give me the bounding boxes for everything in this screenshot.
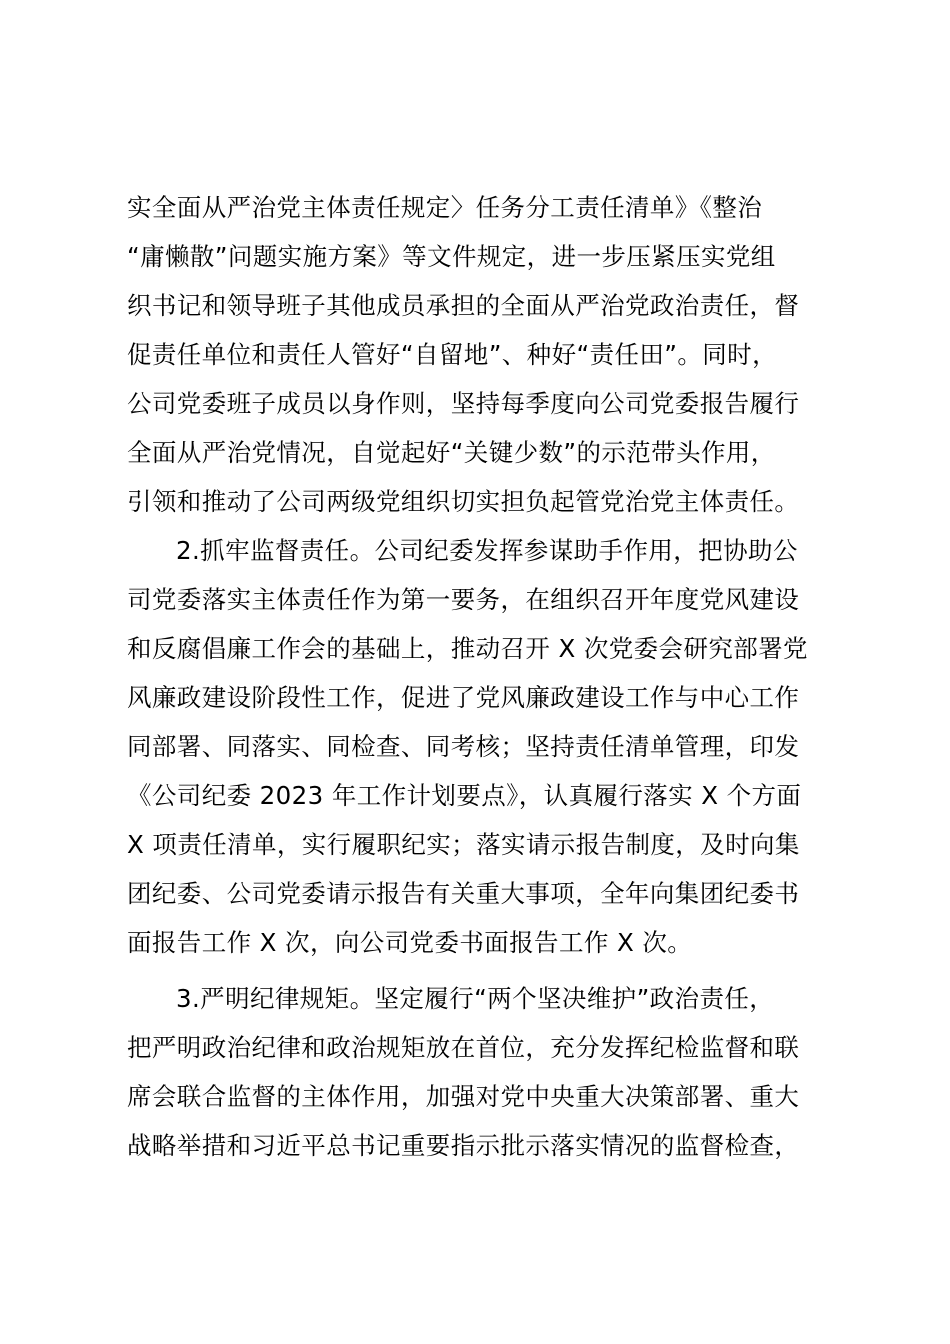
text-line: X 项责任清单，实行履职纪实；落实请示报告制度，及时向集 bbox=[127, 830, 800, 859]
text-line: 公司党委班子成员以身作则，坚持每季度向公司党委报告履行 bbox=[127, 389, 800, 418]
text-line: 织书记和领导班子其他成员承担的全面从严治党政治责任，督 bbox=[127, 291, 800, 320]
text-line: 团纪委、公司党委请示报告有关重大事项，全年向集团纪委书 bbox=[127, 879, 800, 908]
text-line: 2.抓牢监督责任。公司纪委发挥参谋助手作用，把协助公 bbox=[176, 536, 798, 565]
text-line: 3.严明纪律规矩。坚定履行“两个坚决维护”政治责任， bbox=[176, 984, 775, 1013]
text-line: 和反腐倡廉工作会的基础上，推动召开 X 次党委会研究部署党 bbox=[127, 634, 808, 663]
text-line: 同部署、同落实、同检查、同考核；坚持责任清单管理，印发 bbox=[127, 732, 800, 761]
text-line: 促责任单位和责任人管好“自留地”、种好“责任田”。同时， bbox=[127, 340, 777, 369]
text-line: 把严明政治纪律和政治规矩放在首位，充分发挥纪检监督和联 bbox=[127, 1033, 800, 1062]
text-line: 引领和推动了公司两级党组织切实担负起管党治党主体责任。 bbox=[127, 487, 800, 516]
text-line: 风廉政建设阶段性工作，促进了党风廉政建设工作与中心工作 bbox=[127, 683, 800, 712]
text-line: 司党委落实主体责任作为第一要务，在组织召开年度党风建设 bbox=[127, 585, 800, 614]
text-line: “庸懒散”问题实施方案》等文件规定，进一步压紧压实党组 bbox=[127, 242, 776, 271]
text-line: 《公司纪委 2023 年工作计划要点》，认真履行落实 X 个方面 bbox=[127, 781, 802, 810]
text-line: 席会联合监督的主体作用，加强对党中央重大决策部署、重大 bbox=[127, 1082, 800, 1111]
text-line: 实全面从严治党主体责任规定〉任务分工责任清单》《整治 bbox=[127, 193, 763, 222]
text-line: 面报告工作 X 次，向公司党委书面报告工作 X 次。 bbox=[127, 928, 693, 957]
text-line: 全面从严治党情况，自觉起好“关键少数”的示范带头作用， bbox=[127, 438, 776, 467]
text-line: 战略举措和习近平总书记重要指示批示落实情况的监督检查， bbox=[127, 1131, 800, 1160]
